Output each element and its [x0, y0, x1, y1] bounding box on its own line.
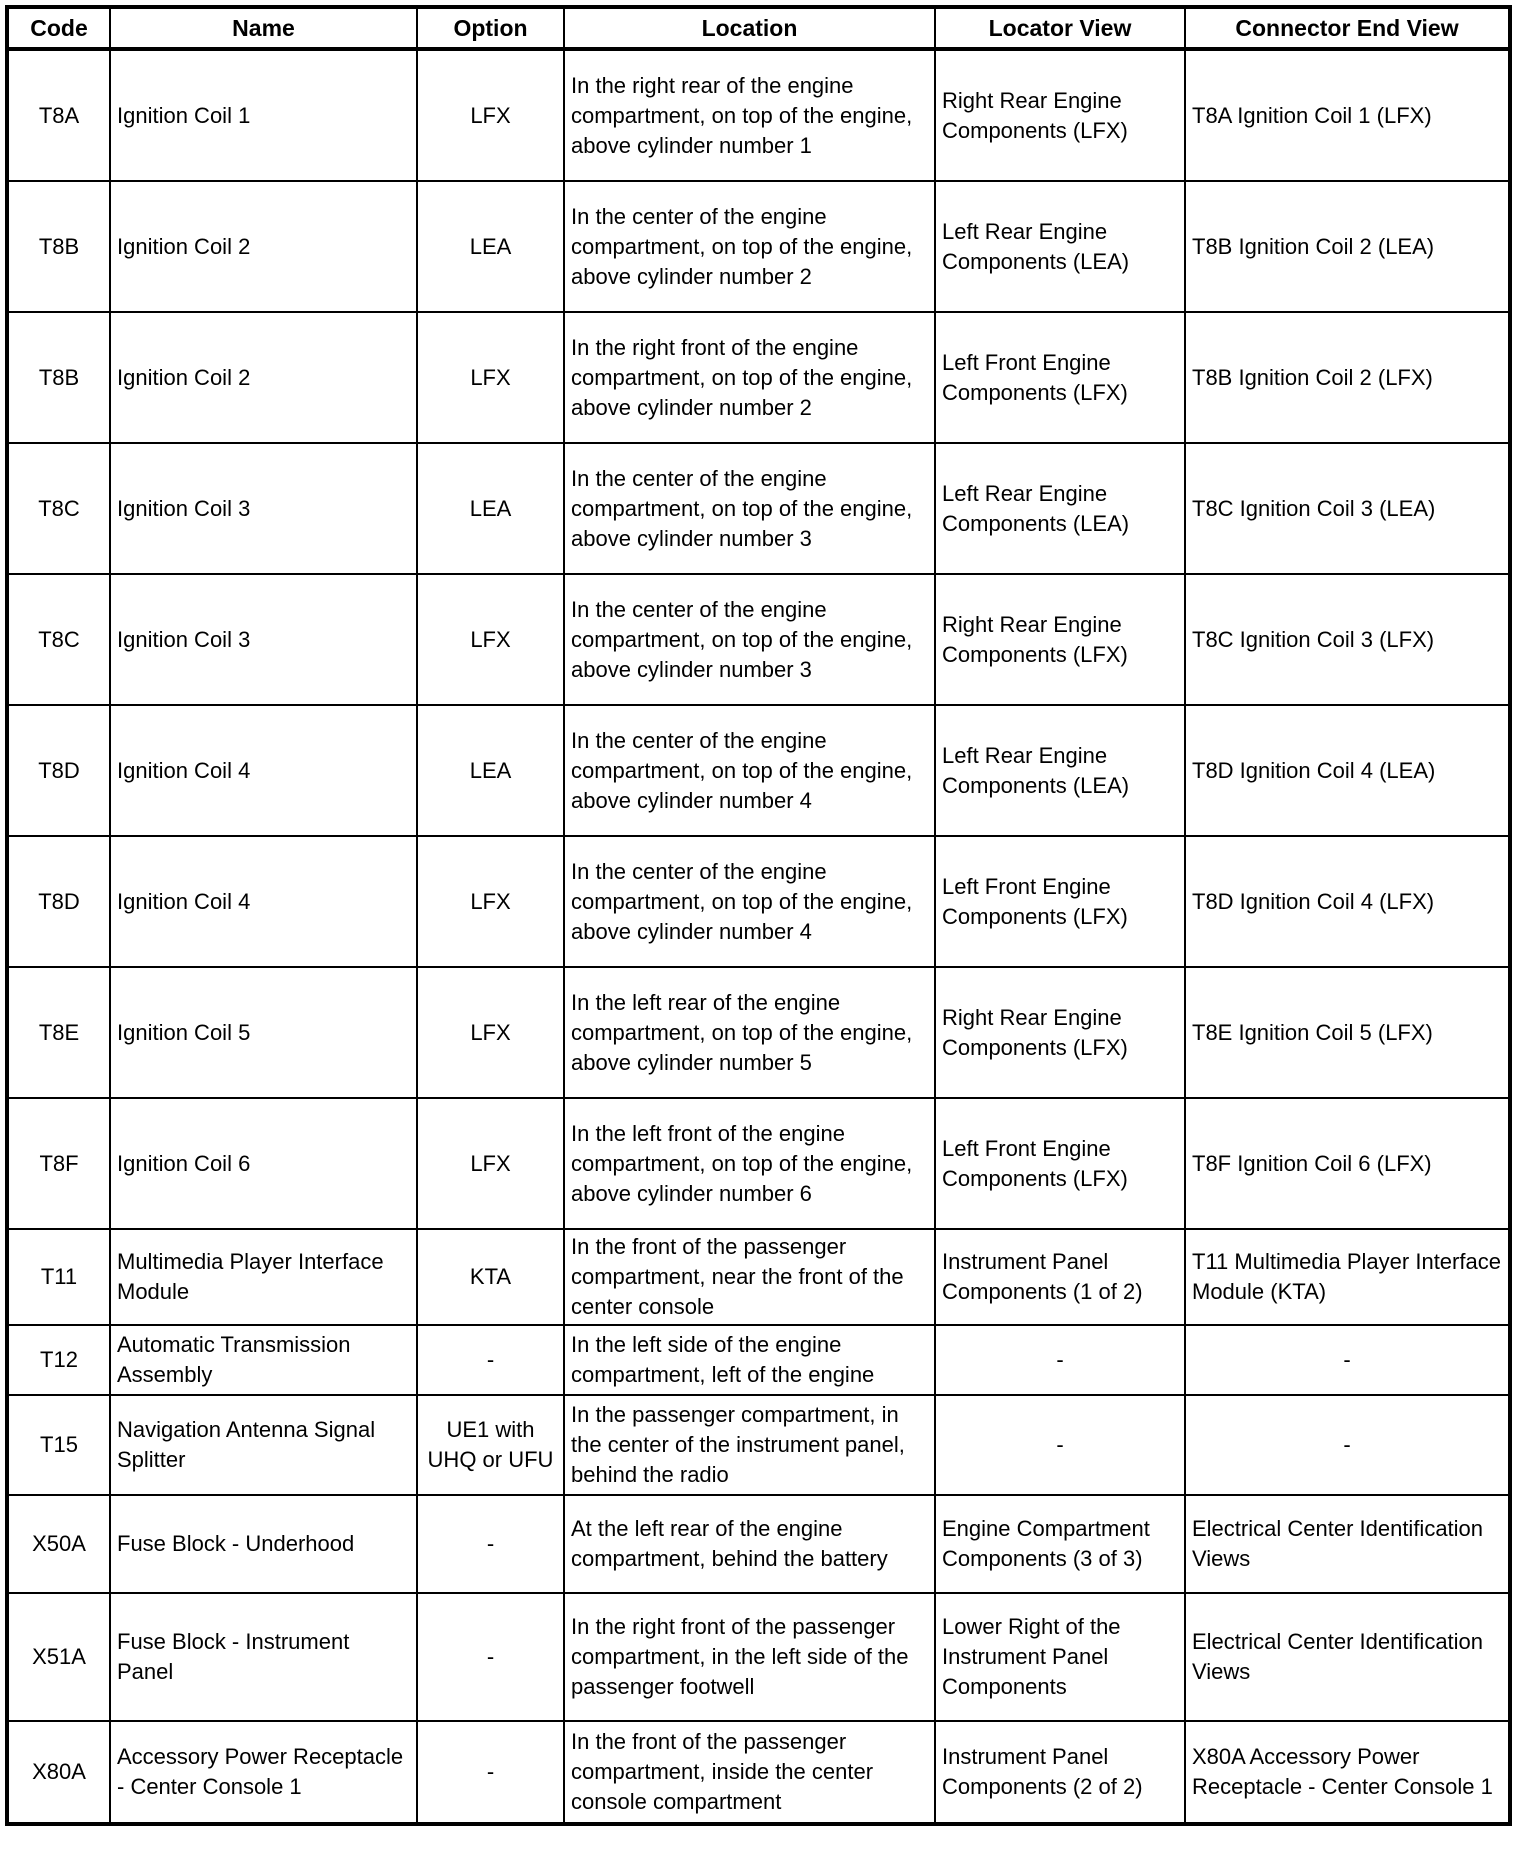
cell-option: UE1 with UHQ or UFU: [417, 1395, 564, 1495]
table-row: [7, 967, 1510, 1098]
cell-location: In the left side of the engine compartment, left of the engine: [564, 1325, 935, 1395]
cell-connector-end-view-link[interactable]: T11 Multimedia Player Interface Module (KTA): [1185, 1229, 1510, 1325]
cell-option: LFX: [417, 967, 564, 1098]
table-row: [7, 181, 1510, 312]
cell-option: LFX: [417, 1098, 564, 1229]
cell-locator-view-link[interactable]: Right Rear Engine Components (LFX): [935, 967, 1185, 1098]
cell-location: In the right front of the passenger compartment, in the left side of the passenger footwell: [564, 1593, 935, 1721]
cell-location: In the center of the engine compartment, on top of the engine, above cylinder number 3: [564, 574, 935, 705]
cell-option: -: [417, 1325, 564, 1395]
cell-name: Ignition Coil 2: [110, 312, 417, 443]
table-row: [7, 443, 1510, 574]
cell-location: In the right front of the engine compartment, on top of the engine, above cylinder number 2: [564, 312, 935, 443]
cell-locator-view: -: [935, 1325, 1185, 1395]
header-code: Code: [7, 7, 110, 49]
cell-name: Fuse Block - Underhood: [110, 1495, 417, 1593]
cell-connector-end-view-link[interactable]: Electrical Center Identification Views: [1185, 1593, 1510, 1721]
cell-name: Navigation Antenna Signal Splitter: [110, 1395, 417, 1495]
cell-code: T15: [7, 1395, 110, 1495]
cell-location: In the right rear of the engine compartment, on top of the engine, above cylinder number 1: [564, 49, 935, 181]
header-locator-view: Locator View: [935, 7, 1185, 49]
table-row: [7, 574, 1510, 705]
cell-name: Multimedia Player Interface Module: [110, 1229, 417, 1325]
cell-name: Ignition Coil 6: [110, 1098, 417, 1229]
header-row: [7, 7, 1510, 49]
cell-connector-end-view-link[interactable]: T8C Ignition Coil 3 (LEA): [1185, 443, 1510, 574]
cell-connector-end-view-link[interactable]: T8D Ignition Coil 4 (LFX): [1185, 836, 1510, 967]
cell-location: In the left rear of the engine compartment, on top of the engine, above cylinder number 5: [564, 967, 935, 1098]
cell-option: LEA: [417, 443, 564, 574]
cell-name: Ignition Coil 1: [110, 49, 417, 181]
cell-connector-end-view-link[interactable]: T8B Ignition Coil 2 (LFX): [1185, 312, 1510, 443]
cell-name: Ignition Coil 2: [110, 181, 417, 312]
cell-connector-end-view-link[interactable]: T8D Ignition Coil 4 (LEA): [1185, 705, 1510, 836]
cell-locator-view-link[interactable]: Engine Compartment Components (3 of 3): [935, 1495, 1185, 1593]
cell-locator-view-link[interactable]: Left Rear Engine Components (LEA): [935, 443, 1185, 574]
cell-option: LFX: [417, 836, 564, 967]
cell-location: In the front of the passenger compartment, near the front of the center console: [564, 1229, 935, 1325]
cell-location: In the center of the engine compartment, on top of the engine, above cylinder number 3: [564, 443, 935, 574]
cell-option: LEA: [417, 705, 564, 836]
cell-locator-view-link[interactable]: Left Front Engine Components (LFX): [935, 1098, 1185, 1229]
cell-name: Ignition Coil 4: [110, 705, 417, 836]
cell-name: Automatic Transmission Assembly: [110, 1325, 417, 1395]
cell-option: LFX: [417, 574, 564, 705]
cell-name: Ignition Coil 4: [110, 836, 417, 967]
cell-code: T8A: [7, 49, 110, 181]
cell-locator-view-link[interactable]: Instrument Panel Components (1 of 2): [935, 1229, 1185, 1325]
table-row: [7, 1593, 1510, 1721]
cell-option: LEA: [417, 181, 564, 312]
cell-connector-end-view: -: [1185, 1395, 1510, 1495]
cell-locator-view-link[interactable]: Lower Right of the Instrument Panel Components: [935, 1593, 1185, 1721]
cell-location: At the left rear of the engine compartment, behind the battery: [564, 1495, 935, 1593]
cell-connector-end-view-link[interactable]: T8F Ignition Coil 6 (LFX): [1185, 1098, 1510, 1229]
cell-option: KTA: [417, 1229, 564, 1325]
cell-locator-view-link[interactable]: Left Front Engine Components (LFX): [935, 836, 1185, 967]
table-row: [7, 312, 1510, 443]
table-row: [7, 1395, 1510, 1495]
cell-connector-end-view-link[interactable]: Electrical Center Identification Views: [1185, 1495, 1510, 1593]
cell-location: In the center of the engine compartment, on top of the engine, above cylinder number 2: [564, 181, 935, 312]
cell-code: T8B: [7, 181, 110, 312]
cell-connector-end-view-link[interactable]: T8B Ignition Coil 2 (LEA): [1185, 181, 1510, 312]
cell-location: In the center of the engine compartment, on top of the engine, above cylinder number 4: [564, 705, 935, 836]
cell-locator-view-link[interactable]: Left Rear Engine Components (LEA): [935, 705, 1185, 836]
table-row: [7, 1229, 1510, 1325]
cell-option: -: [417, 1721, 564, 1824]
cell-locator-view: -: [935, 1395, 1185, 1495]
table-row: [7, 1721, 1510, 1824]
cell-code: T12: [7, 1325, 110, 1395]
cell-locator-view-link[interactable]: Left Front Engine Components (LFX): [935, 312, 1185, 443]
table-row: [7, 1098, 1510, 1229]
cell-option: LFX: [417, 49, 564, 181]
cell-connector-end-view-link[interactable]: X80A Accessory Power Receptacle - Center Console 1: [1185, 1721, 1510, 1824]
component-locator-table: [5, 5, 1512, 1826]
cell-connector-end-view: -: [1185, 1325, 1510, 1395]
cell-location: In the left front of the engine compartment, on top of the engine, above cylinder number 6: [564, 1098, 935, 1229]
table-row: [7, 1325, 1510, 1395]
cell-option: LFX: [417, 312, 564, 443]
table-row: [7, 836, 1510, 967]
cell-location: In the passenger compartment, in the center of the instrument panel, behind the radio: [564, 1395, 935, 1495]
cell-connector-end-view-link[interactable]: T8A Ignition Coil 1 (LFX): [1185, 49, 1510, 181]
cell-location: In the center of the engine compartment, on top of the engine, above cylinder number 4: [564, 836, 935, 967]
cell-code: T11: [7, 1229, 110, 1325]
cell-location: In the front of the passenger compartment, inside the center console compartment: [564, 1721, 935, 1824]
cell-option: -: [417, 1593, 564, 1721]
cell-name: Accessory Power Receptacle - Center Console 1: [110, 1721, 417, 1824]
cell-code: T8D: [7, 836, 110, 967]
cell-connector-end-view-link[interactable]: T8C Ignition Coil 3 (LFX): [1185, 574, 1510, 705]
table-row: [7, 705, 1510, 836]
cell-code: T8C: [7, 574, 110, 705]
cell-code: T8E: [7, 967, 110, 1098]
cell-code: X50A: [7, 1495, 110, 1593]
cell-locator-view-link[interactable]: Right Rear Engine Components (LFX): [935, 574, 1185, 705]
header-option: Option: [417, 7, 564, 49]
cell-code: T8B: [7, 312, 110, 443]
cell-locator-view-link[interactable]: Instrument Panel Components (2 of 2): [935, 1721, 1185, 1824]
cell-name: Ignition Coil 3: [110, 574, 417, 705]
cell-code: X80A: [7, 1721, 110, 1824]
table-row: [7, 1495, 1510, 1593]
cell-locator-view-link[interactable]: Left Rear Engine Components (LEA): [935, 181, 1185, 312]
header-name: Name: [110, 7, 417, 49]
cell-name: Ignition Coil 3: [110, 443, 417, 574]
header-location: Location: [564, 7, 935, 49]
cell-locator-view-link[interactable]: Right Rear Engine Components (LFX): [935, 49, 1185, 181]
cell-option: -: [417, 1495, 564, 1593]
cell-name: Ignition Coil 5: [110, 967, 417, 1098]
cell-code: T8D: [7, 705, 110, 836]
table-row: [7, 49, 1510, 181]
cell-code: X51A: [7, 1593, 110, 1721]
cell-code: T8C: [7, 443, 110, 574]
cell-name: Fuse Block - Instrument Panel: [110, 1593, 417, 1721]
header-connector-end-view: Connector End View: [1185, 7, 1510, 49]
cell-connector-end-view-link[interactable]: T8E Ignition Coil 5 (LFX): [1185, 967, 1510, 1098]
cell-code: T8F: [7, 1098, 110, 1229]
